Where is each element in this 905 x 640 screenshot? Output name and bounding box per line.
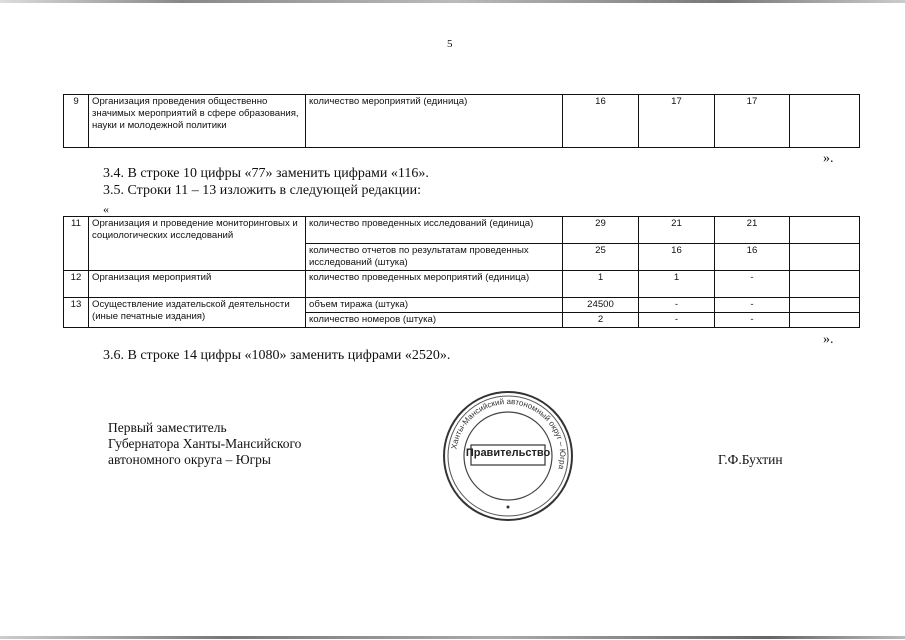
official-stamp (441, 389, 575, 523)
value-cell: - (715, 271, 790, 298)
value-cell: 21 (715, 217, 790, 244)
table-row (64, 271, 860, 298)
signer-name: Г.Ф.Бухтин (718, 452, 783, 467)
table-rows-11-13 (63, 216, 860, 328)
value-cell: - (715, 313, 790, 328)
value-cell (790, 217, 860, 244)
page-number: 5 (447, 38, 453, 50)
instruction-3-4: 3.4. В строке 10 цифры «77» заменить цифрами «116». (103, 166, 429, 181)
indicator-label: количество проведенных исследований (единица) (306, 217, 563, 244)
indicator-label: количество отчетов по результатам проведенных исследований (штука) (306, 244, 563, 271)
value-cell (790, 95, 860, 148)
value-cell: 16 (639, 244, 715, 271)
signer-title-line: Губернатора Ханты-Мансийского (108, 436, 302, 451)
signer-title (108, 420, 301, 468)
table-row-9 (63, 94, 860, 148)
indicator-label: количество проведенных мероприятий (единица) (306, 271, 563, 298)
opening-quote: « (103, 202, 109, 216)
value-cell: 25 (563, 244, 639, 271)
stamp-center-text: Правительство (465, 447, 551, 459)
signer-title-line: Первый заместитель (108, 420, 227, 435)
value-cell: 2 (563, 313, 639, 328)
scan-edge-bottom (0, 636, 905, 639)
measure-name: Организация и проведение мониторинговых и социологических исследований (89, 217, 306, 271)
value-cell: 1 (563, 271, 639, 298)
value-cell: 17 (639, 95, 715, 148)
value-cell: - (639, 313, 715, 328)
row-number: 11 (64, 217, 89, 271)
value-cell: 16 (563, 95, 639, 148)
instruction-3-5: 3.5. Строки 11 – 13 изложить в следующей редакции: (103, 183, 421, 198)
row-number: 9 (64, 95, 89, 148)
instruction-3-6: 3.6. В строке 14 цифры «1080» заменить цифрами «2520». (103, 348, 451, 363)
value-cell: 29 (563, 217, 639, 244)
table-row (64, 217, 860, 244)
scan-edge-top (0, 0, 905, 3)
indicator-label: объем тиража (штука) (306, 298, 563, 313)
measure-name: Осуществление издательской деятельности (иные печатные издания) (89, 298, 306, 328)
closing-quote-2: ». (823, 332, 834, 347)
measure-name: Организация проведения общественно значимых мероприятий в сфере образования, науки и молодежной политики (89, 95, 306, 148)
value-cell (790, 244, 860, 271)
value-cell (790, 271, 860, 298)
indicator-label: количество номеров (штука) (306, 313, 563, 328)
closing-quote-1: ». (823, 151, 834, 166)
value-cell: - (715, 298, 790, 313)
value-cell: 16 (715, 244, 790, 271)
value-cell: - (639, 298, 715, 313)
row-number: 13 (64, 298, 89, 328)
table-row (64, 95, 860, 148)
value-cell: 1 (639, 271, 715, 298)
value-cell (790, 313, 860, 328)
indicator-label: количество мероприятий (единица) (306, 95, 563, 148)
signer-title-line: автономного округа – Югры (108, 452, 271, 467)
value-cell (790, 298, 860, 313)
measure-name: Организация мероприятий (89, 271, 306, 298)
row-number: 12 (64, 271, 89, 298)
table-row (64, 298, 860, 313)
value-cell: 21 (639, 217, 715, 244)
stamp-ring-text: Ханты-Мансийский автономный округ – Югра (449, 396, 568, 471)
value-cell: 17 (715, 95, 790, 148)
value-cell: 24500 (563, 298, 639, 313)
